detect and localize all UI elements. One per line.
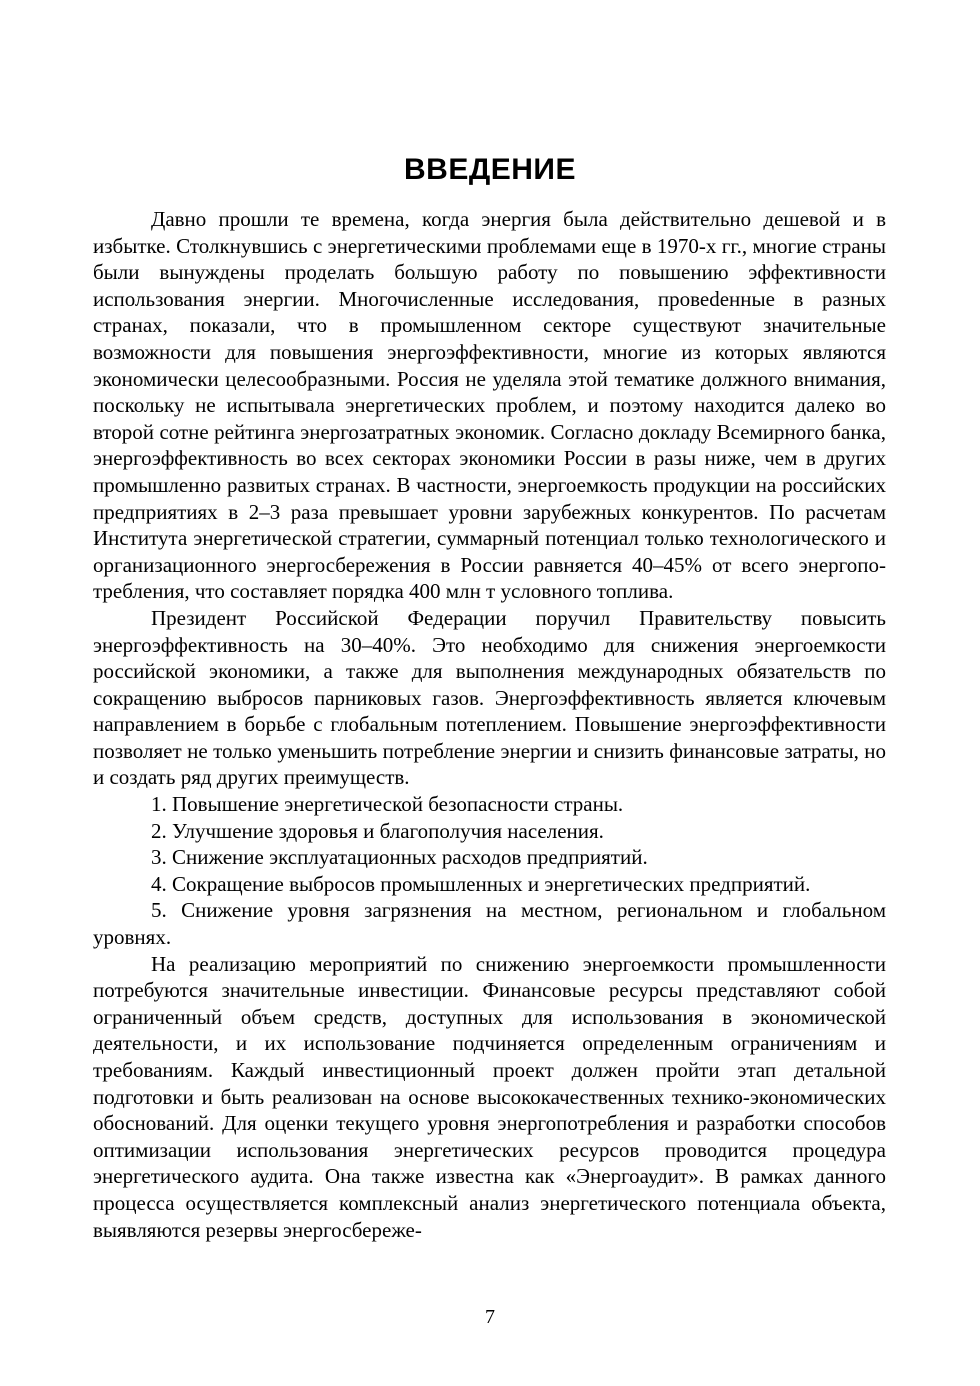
list-item: 5. Снижение уровня загрязнения на местном, региональном и глобальном уровнях. [93, 898, 886, 950]
paragraph-president: Президент Российской Федерации поручил Правительству повысить энергоэффективность на 30–40%. Это необходимо для снижения энергоемкости российской экономики, а также для выполнения международных обязательств по сокращению выбросов парниковых газов. Энергоэффективность является ключевым направлением в борьбе с глобальным потеплением. Повышение энергоэффективности позволяет не только уменьшить потребление энергии и снизить финансовые затраты, но и создать ряд других преимуществ. [93, 605, 886, 790]
list-item: 2. Улучшение здоровья и благополучия населения. [151, 818, 604, 843]
page-title: ВВЕДЕНИЕ [404, 153, 576, 186]
paragraph-investments: На реализацию мероприятий по снижению энергоемкости промышленности потребуются значительные инвестиции. Финансовые ресурсы представляют собой ограниченный объем средств, доступных для использования в экономической деятельности, и их использование подчиняется определенным ограничениям и требованиям. Каждый инвестиционный проект должен пройти этап детальной подготовки и быть реализован на основе высококачественных технико-экономических обоснований. Для оценки текущего уровня энергопотребления и разработки способов оптимизации использования энергетических ресурсов проводится процедура энергетического аудита. Она также известна как «Энергоаудит». В рамках данного процесса осуществляется комплексный анализ энергетического потенциала объекта, выявляются резервы энергосбереже- [93, 951, 886, 1242]
paragraph-intro: Давно прошли те времена, когда энергия была действительно дешевой и в избытке. Столкнувшись с энергетическими проблемами еще в 1970-х гг., многие страны были вынуждены проделать большую работу по повышению эффективности использования энергии. Многочисленные исследования, провеdенные в разных странах, показали, что в промышленном секторе существуют значительные возможности для повышения энергоэффективности, многие из которых являются экономически целесообразными. Россия не уделяла этой тематике должного внимания, поскольку не испытывала энергетических проблем, и поэтому находится далеко во второй сотне рейтинга энергозатратных экономик. Согласно докладу Всемирного банка, энергоэффективность во всех секторах экономики России в разы ниже, чем в других промышленно развитых странах. В частности, энергоемкость продукции на российских предприятиях в 2–3 раза превышает уровни зарубежных конкурентов. По расчетам Института энергетической стратегии, суммарный потенциал только технологического и организационного энергосбережения в России равняется 40–45% от всего энергопотребления, что составляет порядка 400 млн т условного топлива. [93, 207, 886, 604]
list-item: 4. Сокращение выбросов промышленных и энергетических предприятий. [151, 871, 811, 896]
list-item: 3. Снижение эксплуатационных расходов предприятий. [151, 845, 648, 870]
list-item: 1. Повышение энергетической безопасности страны. [151, 792, 624, 817]
page-number: 7 [485, 1306, 495, 1328]
body-text [93, 206, 886, 1243]
